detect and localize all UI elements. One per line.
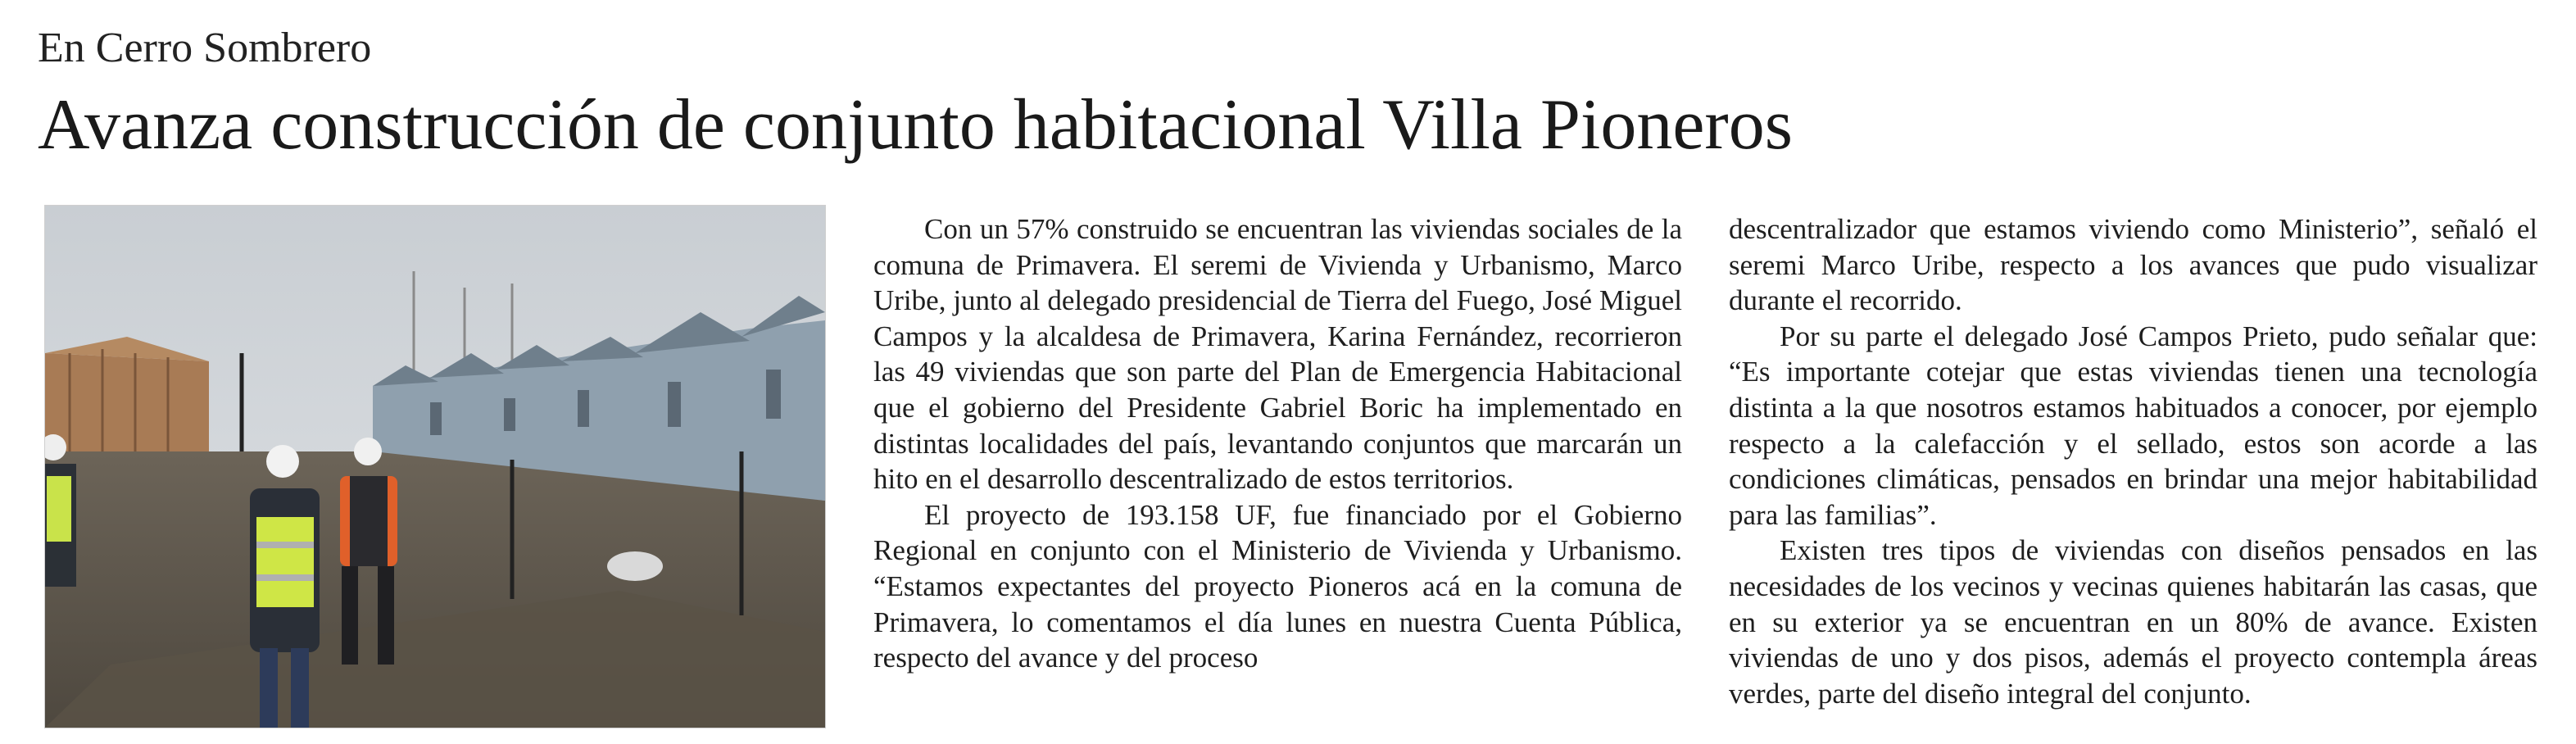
article-headline: Avanza construcción de conjunto habitacional Villa Pioneros (38, 85, 1793, 165)
paragraph: Por su parte el delegado José Campos Prieto, pudo señalar que: “Es importante cotejar que estas viviendas tienen una tecnología distinta a la que nosotros estamos habituados a conocer, por ejemplo respecto a la calefacción y el sellado, estos son acorde a las condiciones climáticas, pensados en brindar una mejor habitabilidad para las familias”. (1729, 320, 2537, 531)
paragraph: Existen tres tipos de viviendas con diseños pensados en las necesidades de los vecinos y vecinas quienes habitarán las casas, que en su exterior ya se encuentran en un 80% de avance. Existen viviendas de uno y dos pisos, además el proyecto contempla áreas verdes, parte del diseño integral del conjunto. (1729, 534, 2537, 710)
article-photo (44, 205, 826, 728)
article-kicker: En Cerro Sombrero (38, 25, 372, 71)
paragraph: descentralizador que estamos viviendo como Ministerio”, señaló el seremi Marco Uribe, respecto a los avances que pudo visualizar durante el recorrido. (1729, 213, 2537, 317)
article-column-1 (873, 211, 1682, 676)
paragraph: Con un 57% construido se encuentran las viviendas sociales de la comuna de Primavera. El seremi de Vivienda y Urbanismo, Marco Uribe, junto al delegado presidencial de Tierra del Fuego, José Miguel Campos y la alcaldesa de Primavera, Karina Fernández, recorrieron las 49 viviendas que son parte del Plan de Emergencia Habitacional que el gobierno del Presidente Gabriel Boric ha implementado en distintas localidades del país, levantando conjuntos que marcarán un hito en el desarrollo descentralizado de estos territorios. (873, 213, 1682, 496)
article-column-2 (1729, 211, 2537, 711)
construction-site-photo (45, 206, 825, 728)
paragraph: El proyecto de 193.158 UF, fue financiado por el Gobierno Regional en conjunto con el Ministerio de Vivienda y Urbanismo. “Estamos expectantes del proyecto Pioneros acá en la comuna de Primavera, lo comentamos el día lunes en nuestra Cuenta Pública, respecto del avance y del proceso (873, 498, 1682, 674)
